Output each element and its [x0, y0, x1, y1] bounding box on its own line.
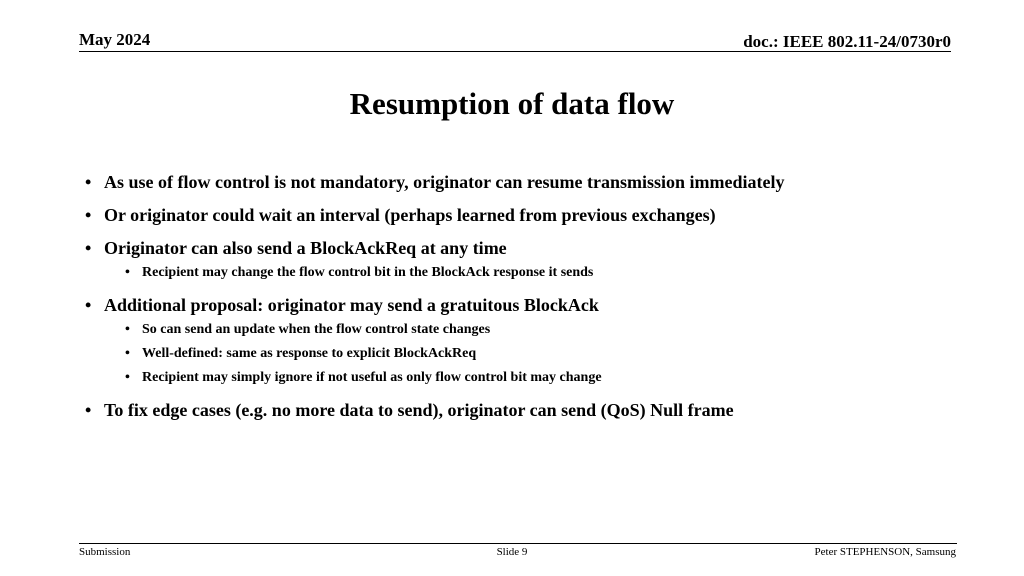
bullet-icon: •	[85, 238, 92, 258]
footer-slide-number: Slide 9	[496, 546, 528, 558]
bullet-item	[85, 235, 985, 261]
sub-bullet-item	[85, 318, 985, 342]
header-divider	[79, 51, 951, 52]
bullet-icon: •	[85, 172, 92, 192]
bullet-item	[85, 169, 985, 195]
bullet-text: As use of flow control is not mandatory, originator can resume transmission immediately	[104, 172, 785, 192]
sub-bullet-text: So can send an update when the flow control state changes	[142, 322, 491, 337]
sub-bullet-icon: •	[125, 370, 130, 385]
bullet-text: Or originator could wait an interval (perhaps learned from previous exchanges)	[104, 205, 716, 225]
header-date: May 2024	[79, 30, 151, 49]
bullet-item	[85, 397, 985, 423]
bullet-text: To fix edge cases (e.g. no more data to send), originator can send (QoS) Null frame	[104, 400, 734, 420]
sub-bullet-item	[85, 366, 985, 390]
bullet-icon: •	[85, 295, 92, 315]
sub-bullet-item	[85, 342, 985, 366]
header-doc-id: doc.: IEEE 802.11-24/0730r0	[743, 32, 951, 51]
bullet-icon: •	[85, 400, 92, 420]
sub-bullet-icon: •	[125, 265, 130, 280]
bullet-icon: •	[85, 205, 92, 225]
bullet-item	[85, 202, 985, 228]
sub-bullet-icon: •	[125, 346, 130, 361]
sub-bullet-text: Recipient may change the flow control bit in the BlockAck response it sends	[142, 265, 594, 280]
footer-divider	[79, 543, 957, 544]
bullet-list	[85, 169, 985, 423]
bullet-item	[85, 292, 985, 318]
footer-submission: Submission	[79, 546, 131, 558]
footer-author: Peter STEPHENSON, Samsung	[814, 546, 956, 558]
sub-bullet-text: Well-defined: same as response to explicit BlockAckReq	[142, 346, 477, 361]
bullet-text: Originator can also send a BlockAckReq at any time	[104, 238, 507, 258]
sub-bullet-item	[85, 261, 985, 285]
sub-bullet-text: Recipient may simply ignore if not useful as only flow control bit may change	[142, 370, 602, 385]
sub-bullet-icon: •	[125, 322, 130, 337]
slide-title: Resumption of data flow	[349, 86, 675, 121]
bullet-text: Additional proposal: originator may send a gratuitous BlockAck	[104, 295, 599, 315]
